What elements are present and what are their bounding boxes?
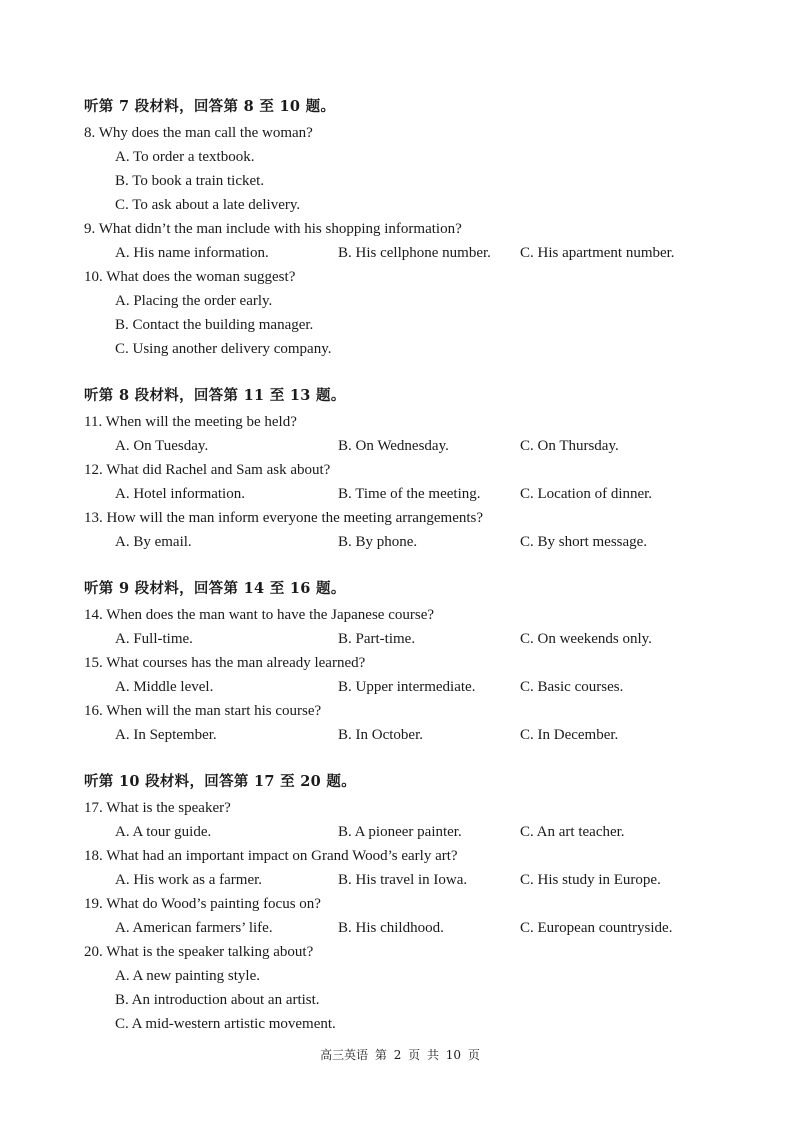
options-row: [84, 868, 764, 892]
answer-option: B. Part-time.: [338, 631, 416, 647]
answer-option: B. An introduction about an artist.: [115, 992, 320, 1008]
question: [84, 699, 764, 747]
question-stem: 20. What is the speaker talking about?: [84, 944, 314, 960]
options-row: [84, 964, 764, 988]
question-stem: 12. What did Rachel and Sam ask about?: [84, 462, 331, 478]
answer-option: B. Contact the building manager.: [115, 317, 314, 333]
answer-option: C. In December.: [520, 727, 619, 743]
answer-option: B. By phone.: [338, 534, 418, 550]
answer-option: C. On weekends only.: [520, 631, 652, 647]
options-row: [84, 916, 764, 940]
answer-option: A. A tour guide.: [115, 824, 212, 840]
question: [84, 844, 764, 892]
options-row: [84, 337, 764, 361]
answer-option: C. His study in Europe.: [520, 872, 661, 888]
answer-option: A. In September.: [115, 727, 217, 743]
answer-option: B. In October.: [338, 727, 423, 743]
question: [84, 892, 764, 940]
listening-section: [84, 770, 764, 1036]
answer-option: A. A new painting style.: [115, 968, 260, 984]
answer-option: A. His name information.: [115, 245, 269, 261]
answer-option: C. To ask about a late delivery.: [115, 197, 301, 213]
options-row: [84, 145, 764, 169]
answer-option: B. To book a train ticket.: [115, 173, 265, 189]
answer-option: A. Hotel information.: [115, 486, 245, 502]
question-sections: [84, 95, 764, 1059]
listening-section: [84, 95, 764, 361]
answer-option: A. By email.: [115, 534, 192, 550]
answer-option: A. His work as a farmer.: [115, 872, 263, 888]
question-stem: 9. What didn’t the man include with his shopping information?: [84, 221, 462, 237]
answer-option: B. His cellphone number.: [338, 245, 491, 261]
answer-option: B. Time of the meeting.: [338, 486, 481, 502]
question: [84, 410, 764, 458]
options-row: [84, 193, 764, 217]
answer-option: A. Middle level.: [115, 679, 214, 695]
answer-option: B. Upper intermediate.: [338, 679, 476, 695]
page-footer: 高三英语 第 2 页 共 10 页: [320, 1048, 480, 1062]
question-stem: 19. What do Wood’s painting focus on?: [84, 896, 321, 912]
answer-option: A. To order a textbook.: [115, 149, 255, 165]
options-row: [84, 313, 764, 337]
question: [84, 265, 764, 361]
question: [84, 217, 764, 265]
section-heading: 听第 7 段材料，回答第 8 至 10 题。: [84, 98, 336, 115]
question-stem: 8. Why does the man call the woman?: [84, 125, 313, 141]
options-row: [84, 530, 764, 554]
options-row: [84, 241, 764, 265]
section-heading: 听第 9 段材料，回答第 14 至 16 题。: [84, 580, 346, 597]
question: [84, 603, 764, 651]
question-stem: 16. When will the man start his course?: [84, 703, 322, 719]
answer-option: C. By short message.: [520, 534, 648, 550]
answer-option: C. An art teacher.: [520, 824, 625, 840]
answer-option: C. European countryside.: [520, 920, 673, 936]
options-row: [84, 1012, 764, 1036]
answer-option: B. On Wednesday.: [338, 438, 449, 454]
answer-option: C. On Thursday.: [520, 438, 619, 454]
section-heading: 听第 10 段材料，回答第 17 至 20 题。: [84, 773, 357, 790]
options-row: [84, 988, 764, 1012]
section-heading: 听第 8 段材料，回答第 11 至 13 题。: [84, 387, 346, 404]
answer-option: B. His childhood.: [338, 920, 444, 936]
question-stem: 15. What courses has the man already learned?: [84, 655, 366, 671]
question: [84, 940, 764, 1036]
answer-option: B. His travel in Iowa.: [338, 872, 468, 888]
answer-option: C. Location of dinner.: [520, 486, 653, 502]
listening-section: [84, 577, 764, 747]
listening-section: [84, 384, 764, 554]
answer-option: A. Full-time.: [115, 631, 193, 647]
question: [84, 506, 764, 554]
answer-option: A. On Tuesday.: [115, 438, 209, 454]
options-row: [84, 169, 764, 193]
options-row: [84, 289, 764, 313]
answer-option: C. His apartment number.: [520, 245, 675, 261]
answer-option: C. Using another delivery company.: [115, 341, 332, 357]
options-row: [84, 675, 764, 699]
options-row: [84, 434, 764, 458]
answer-option: C. Basic courses.: [520, 679, 624, 695]
options-row: [84, 820, 764, 844]
options-row: [84, 723, 764, 747]
question: [84, 651, 764, 699]
question: [84, 121, 764, 217]
options-row: [84, 482, 764, 506]
question-stem: 11. When will the meeting be held?: [84, 414, 297, 430]
question-stem: 17. What is the speaker?: [84, 800, 231, 816]
question: [84, 458, 764, 506]
answer-option: B. A pioneer painter.: [338, 824, 462, 840]
question: [84, 796, 764, 844]
answer-option: A. American farmers’ life.: [115, 920, 273, 936]
question-stem: 18. What had an important impact on Grand Wood’s early art?: [84, 848, 458, 864]
question-stem: 10. What does the woman suggest?: [84, 269, 296, 285]
answer-option: A. Placing the order early.: [115, 293, 273, 309]
options-row: [84, 627, 764, 651]
question-stem: 14. When does the man want to have the Japanese course?: [84, 607, 435, 623]
answer-option: C. A mid-western artistic movement.: [115, 1016, 336, 1032]
question-stem: 13. How will the man inform everyone the meeting arrangements?: [84, 510, 484, 526]
